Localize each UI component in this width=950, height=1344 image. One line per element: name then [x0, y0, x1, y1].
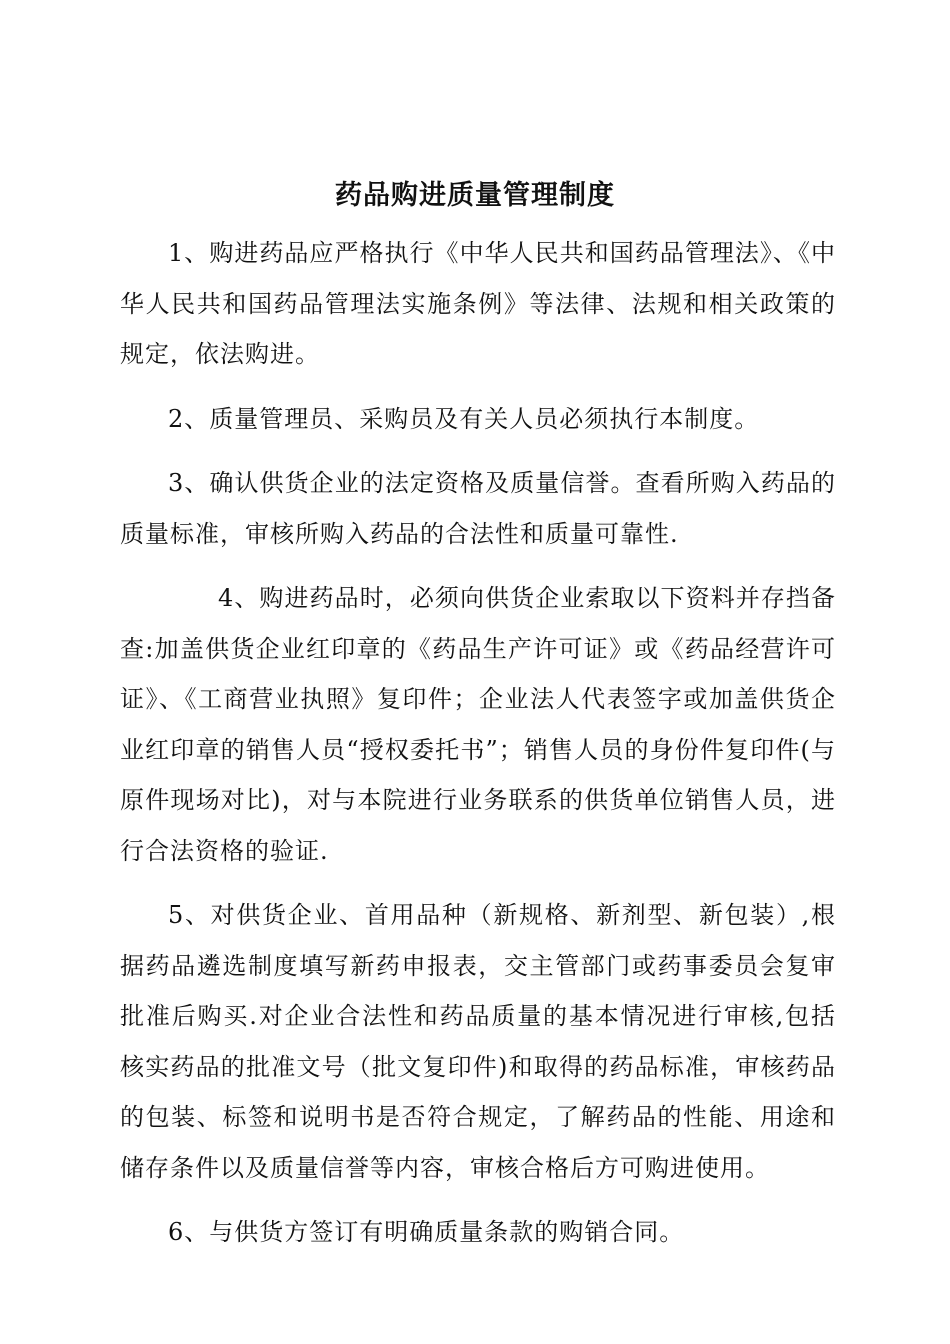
paragraph-6: 6、与供货方签订有明确质量条款的购销合同。: [168, 1218, 685, 1246]
paragraph-4: 4、购进药品时，必须向供货企业索取以下资料并存挡备查:加盖供货企业红印章的《药品生产许可证》或《药品经营许可证》、《工商营业执照》复印件；企业法人代表签字或加盖供货企业红印章的销售人员“授权委托书”；销售人员的身份件复印件(与原件现场对比)，对与本院进行业务联系的供货单位销售人员，进行合法资格的验证.: [120, 584, 836, 865]
document-body: [120, 228, 836, 1272]
paragraph-1: 1、购进药品应严格执行《中华人民共和国药品管理法》、《中华人民共和国药品管理法实施条例》等法律、法规和相关政策的规定，依法购进。: [120, 239, 836, 368]
paragraph-2: 2、质量管理员、采购员及有关人员必须执行本制度。: [168, 404, 760, 433]
document-title: 药品购进质量管理制度: [335, 180, 615, 211]
paragraph-5: 5、对供货企业、首用品种（新规格、新剂型、新包装）,根据药品遴选制度填写新药申报表，交主管部门或药事委员会复审批准后购买.对企业合法性和药品质量的基本情况进行审核,包括核实药品的批准文号（批文复印件)和取得的药品标准，审核药品的包装、标签和说明书是否符合规定，了解药品的性能、用途和储存条件以及质量信誉等内容，审核合格后方可购进使用。: [120, 901, 836, 1182]
paragraph-3: 3、确认供货企业的法定资格及质量信誉。查看所购入药品的质量标准，审核所购入药品的合法性和质量可靠性.: [120, 469, 836, 548]
